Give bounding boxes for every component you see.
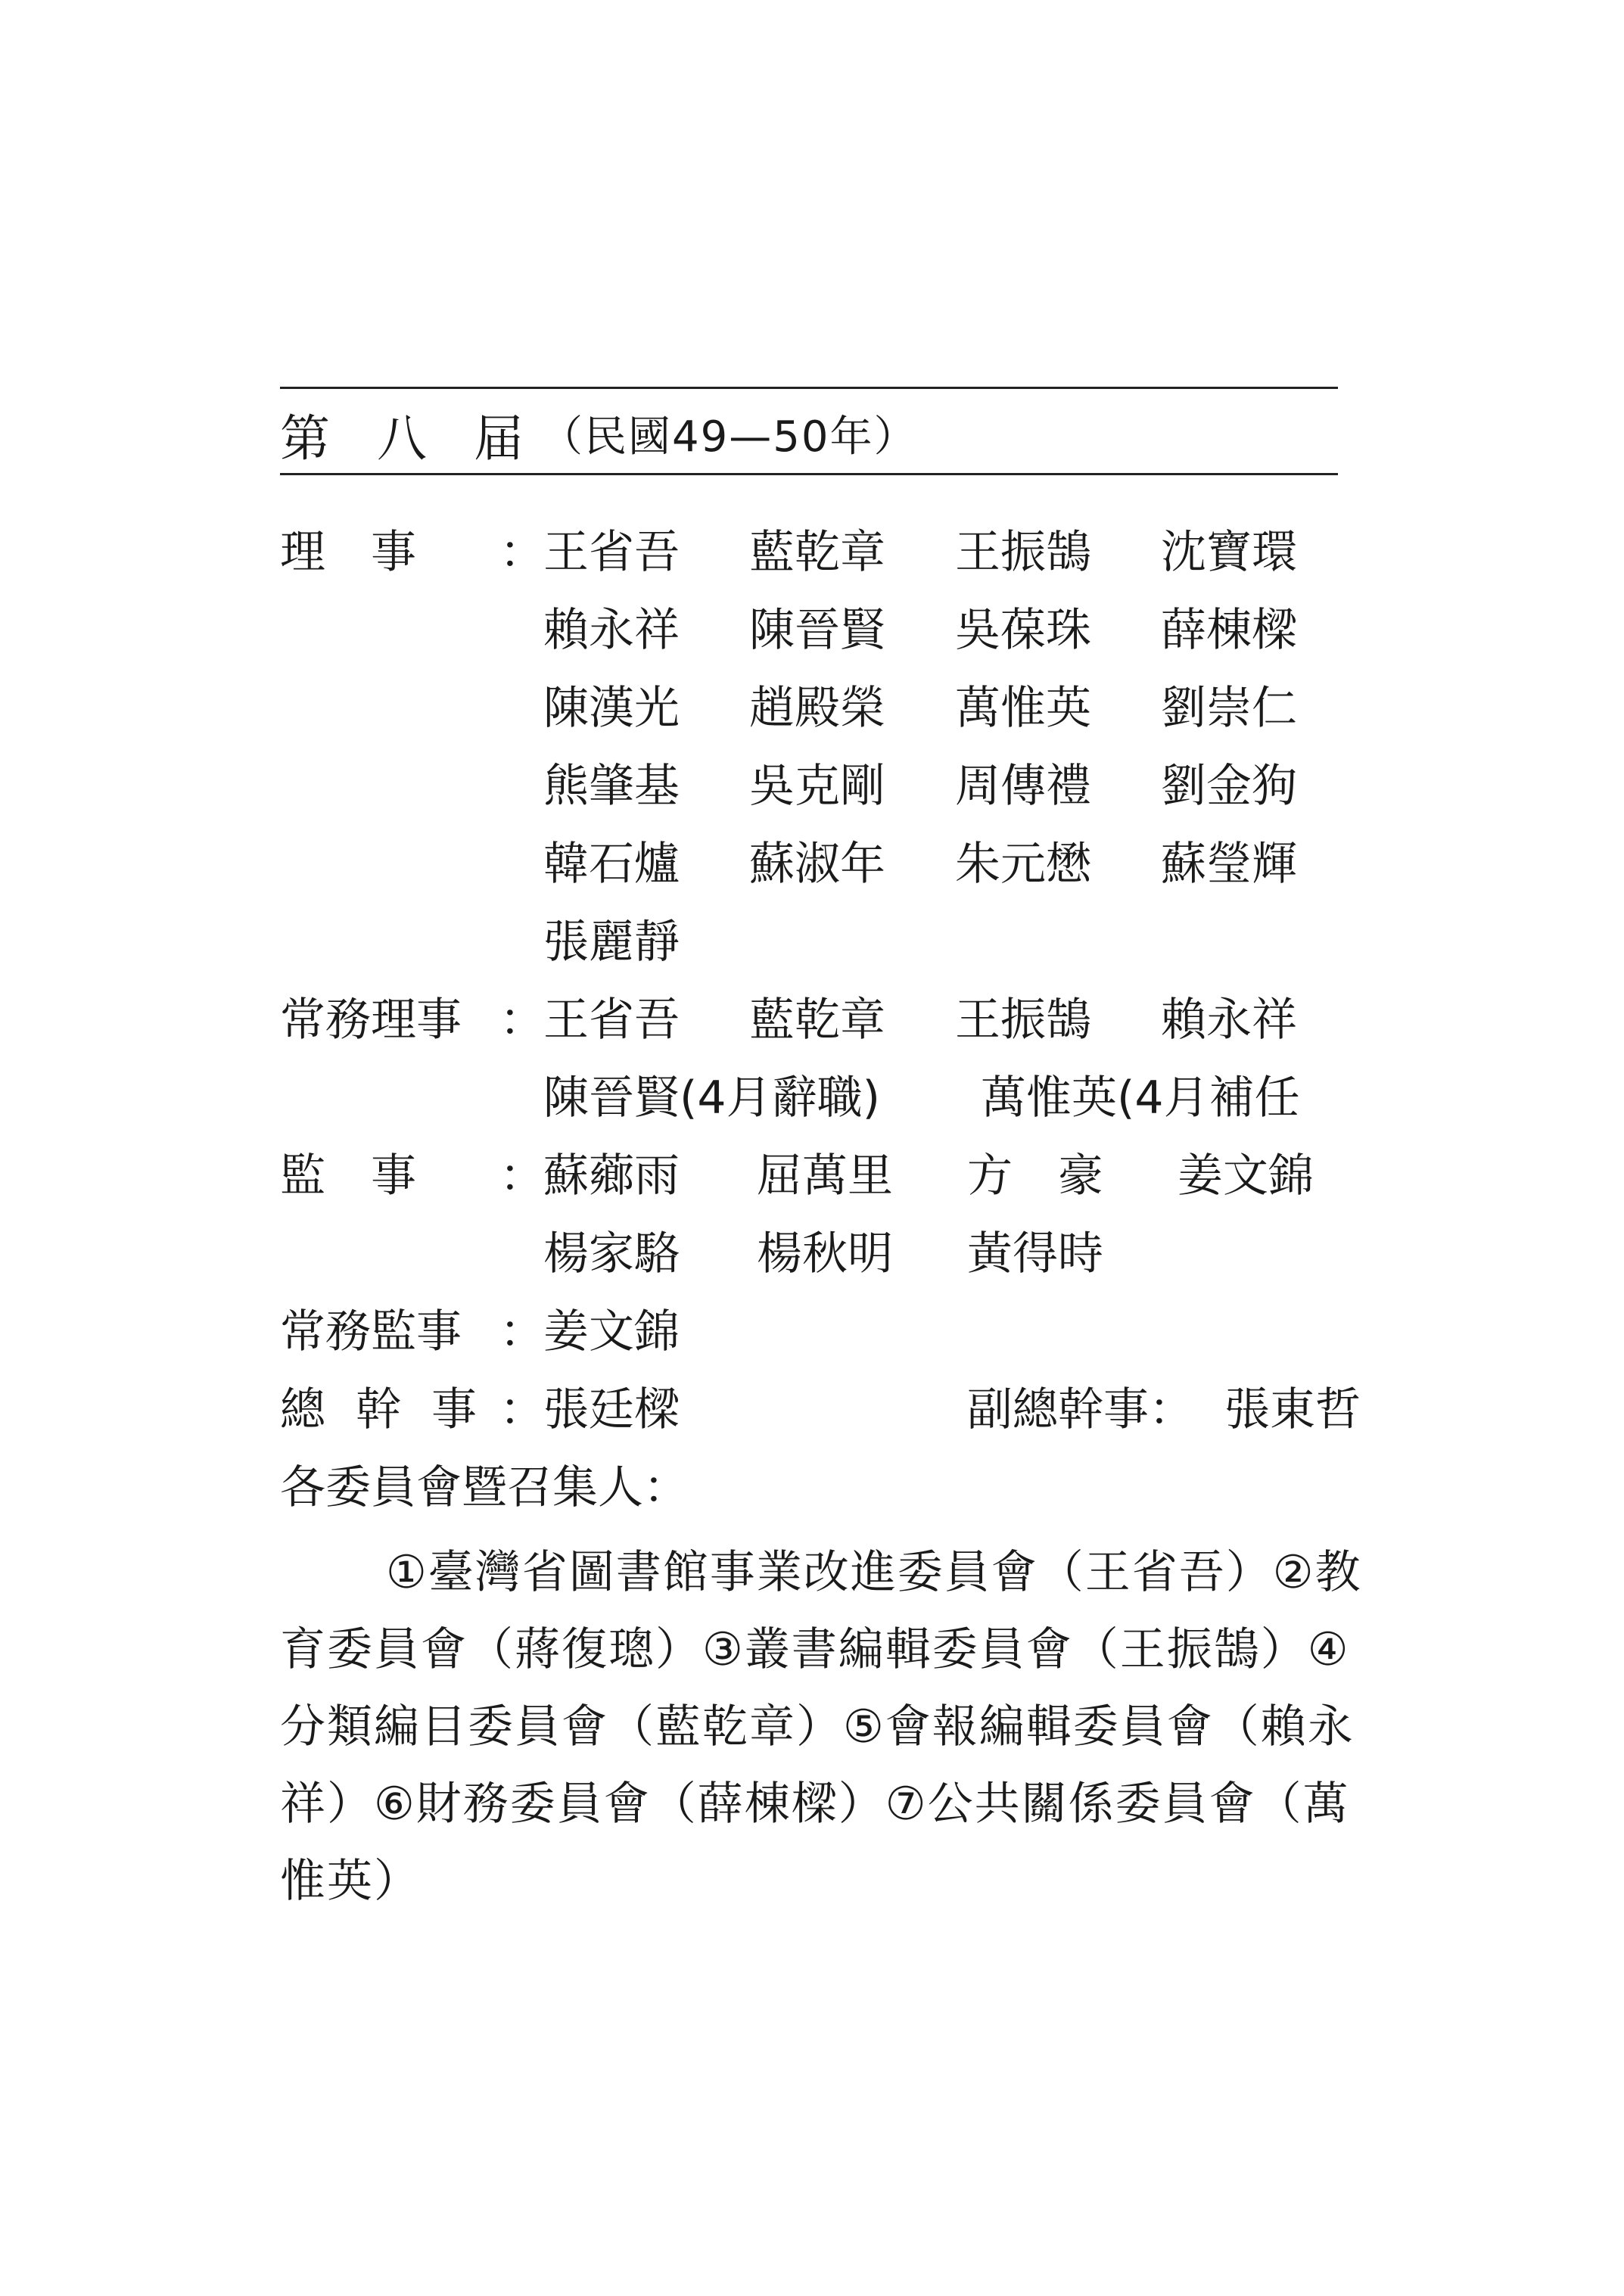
director-name: 薛棟樑 xyxy=(1161,604,1297,657)
director-name: 熊肇基 xyxy=(543,760,680,813)
director-name: 劉金狗 xyxy=(1161,760,1297,813)
supervisor-name: 黃得時 xyxy=(967,1227,1103,1280)
director-name: 吳克剛 xyxy=(749,760,885,813)
director-name: 王省吾 xyxy=(543,526,680,579)
director-name: 沈寶環 xyxy=(1161,526,1297,579)
director-name: 萬惟英 xyxy=(955,682,1091,735)
colon: ： xyxy=(499,1305,545,1358)
director-name: 藍乾章 xyxy=(749,526,885,579)
director-name: 朱元懋 xyxy=(955,838,1091,891)
committees-list: ①臺灣省圖書館事業改進委員會（王省吾）②教育委員會（蔣復璁）③叢書編輯委員會（王振鵠）④分類編目委員會（藍乾章）⑤會報編輯委員會（賴永祥）⑥財務委員會（薛棟樑）⑦公共關係委員會（萬惟英） xyxy=(280,1546,1362,1908)
colon: ： xyxy=(499,1150,545,1202)
supervisor-name: 屈萬里 xyxy=(757,1150,893,1202)
committees-paragraph xyxy=(280,1534,1385,1920)
term-years: （民國49—50年） xyxy=(540,412,918,462)
supervisor-name: 方 豪 xyxy=(967,1150,1103,1202)
supervisor-name: 楊家駱 xyxy=(543,1227,680,1280)
standing-director-name: 王振鵠 xyxy=(955,994,1091,1047)
director-name: 蘇瑩輝 xyxy=(1161,838,1297,891)
secretary-general-label: 總幹事 xyxy=(280,1383,507,1436)
standing-director-name: 王省吾 xyxy=(543,994,680,1047)
header-rule-top xyxy=(280,387,1338,389)
director-name: 陳漢光 xyxy=(543,682,680,735)
director-name: 趙殿榮 xyxy=(749,682,885,735)
director-name: 張麗靜 xyxy=(543,916,680,969)
supervisor-name: 楊秋明 xyxy=(757,1227,893,1280)
director-name: 吳葆珠 xyxy=(955,604,1091,657)
supervisor-name: 蘇薌雨 xyxy=(543,1150,680,1202)
supervisors-label: 監 事 xyxy=(280,1150,416,1202)
standing-director-name: 藍乾章 xyxy=(749,994,885,1047)
header-rule-bottom xyxy=(280,473,1338,475)
director-name: 賴永祥 xyxy=(543,604,680,657)
standing-supervisor-name: 姜文錦 xyxy=(543,1305,680,1358)
colon: ： xyxy=(499,1383,545,1436)
director-name: 韓石爐 xyxy=(543,838,680,891)
deputy-secretary-general-label: 副總幹事： xyxy=(967,1383,1194,1436)
director-name: 劉崇仁 xyxy=(1161,682,1297,735)
standing-supervisor-label: 常務監事 xyxy=(280,1305,462,1358)
standing-directors-label: 常務理事 xyxy=(280,994,462,1047)
colon: ： xyxy=(499,526,545,579)
secretary-general-name: 張廷樑 xyxy=(543,1383,680,1436)
term-heading xyxy=(280,400,918,468)
director-name: 周傳禮 xyxy=(955,760,1091,813)
supervisor-name: 姜文錦 xyxy=(1178,1150,1314,1202)
standing-director-note-resigned: 陳晉賢(4月辭職) xyxy=(543,1072,880,1125)
director-name: 陳晉賢 xyxy=(749,604,885,657)
standing-director-note-appointed: 萬惟英(4月補任 xyxy=(981,1072,1300,1125)
directors-label: 理 事 xyxy=(280,526,416,579)
colon: ： xyxy=(499,994,545,1047)
director-name: 王振鵠 xyxy=(955,526,1091,579)
deputy-secretary-general-name: 張東哲 xyxy=(1224,1383,1361,1436)
director-name: 蘇淑年 xyxy=(749,838,885,891)
committees-heading: 各委員會暨召集人： xyxy=(280,1461,689,1514)
standing-director-name: 賴永祥 xyxy=(1161,994,1297,1047)
term-title: 第八届 xyxy=(280,409,571,468)
